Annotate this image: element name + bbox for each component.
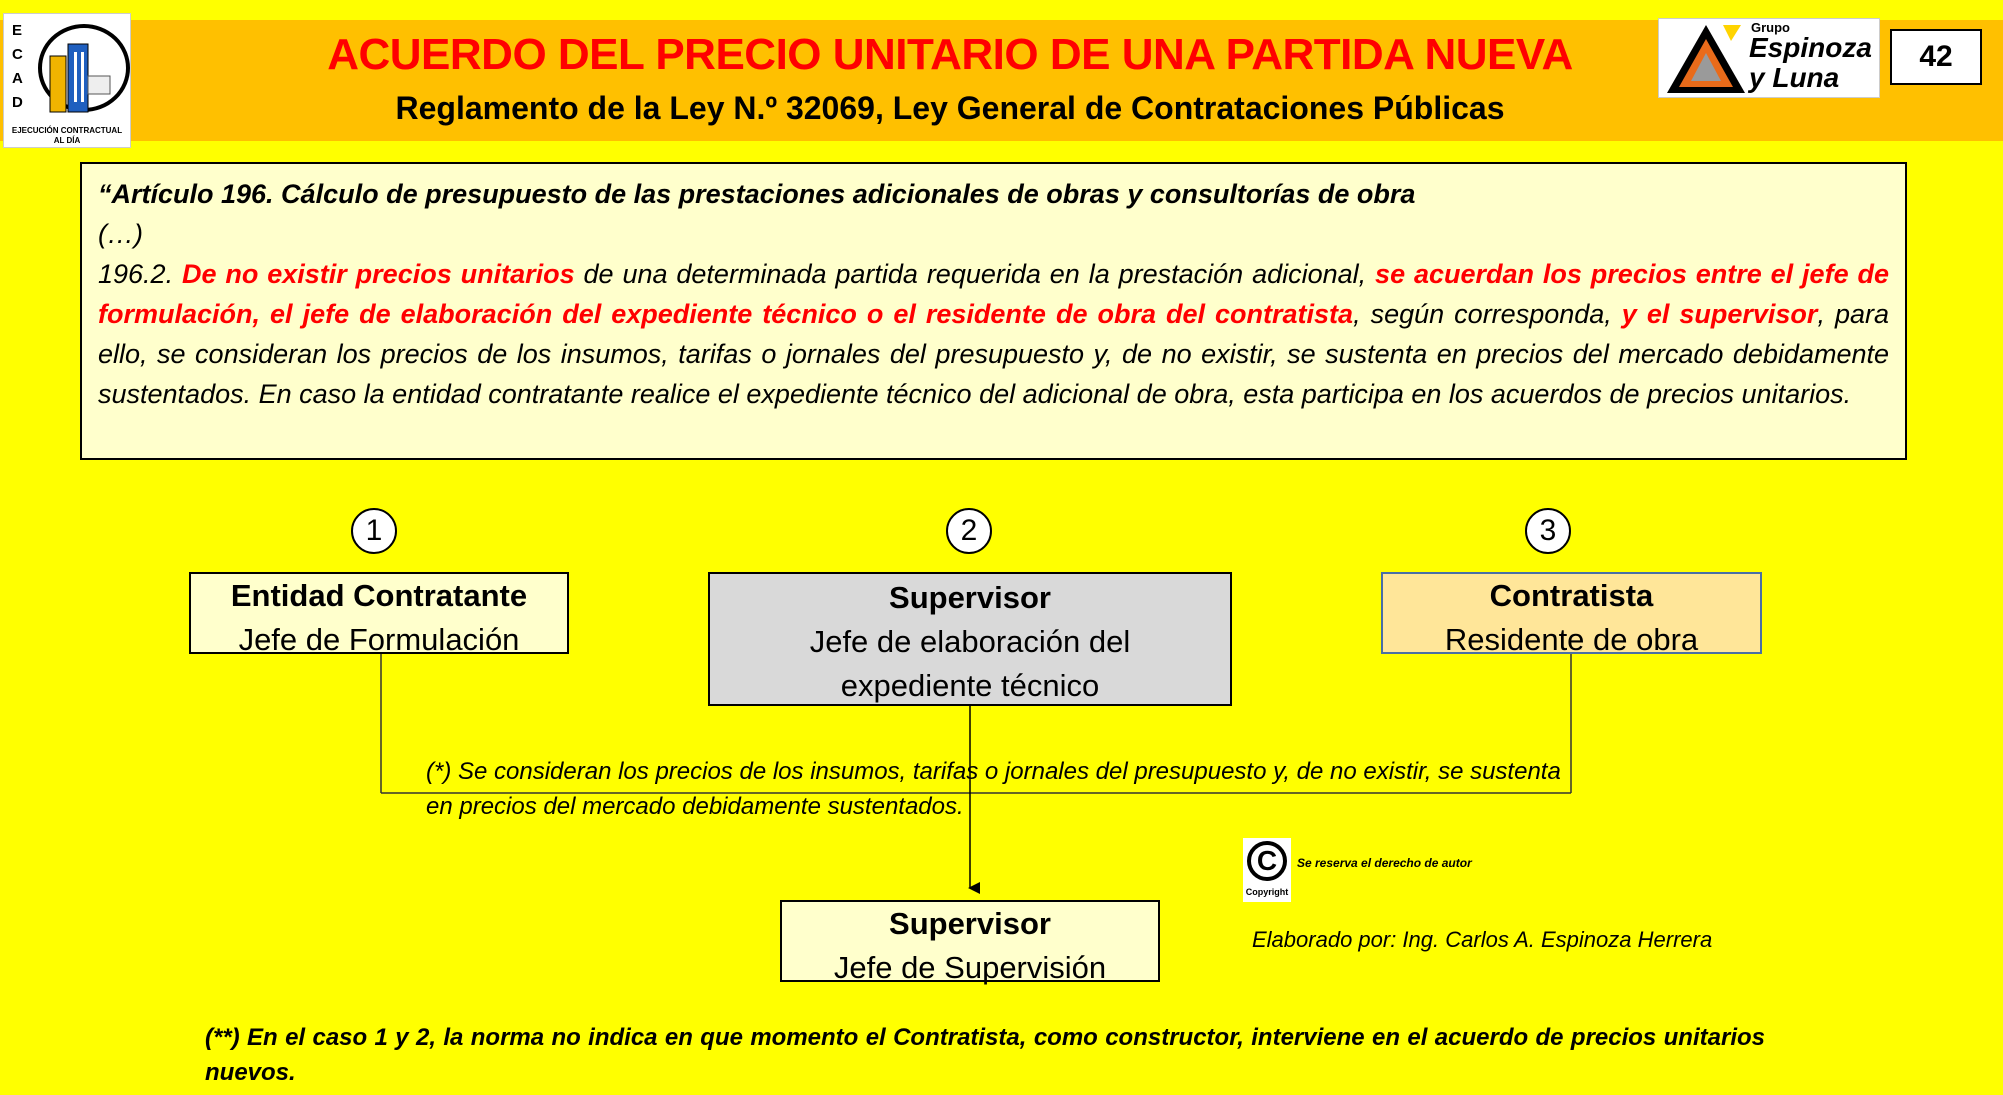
supervisor-role-line2: expediente técnico <box>840 668 1100 703</box>
highlight-supervisor: y el supervisor <box>1621 299 1818 329</box>
contratista-title: Contratista <box>1489 578 1654 613</box>
logo-grupo-text: Grupo <box>1751 20 1790 35</box>
number-circle-1: 1 <box>351 508 397 554</box>
article-heading: “Artículo 196. Cálculo de presupuesto de las prestaciones adicionales de obras y consultorías de obra <box>98 179 1416 209</box>
supervisor-title: Supervisor <box>889 580 1051 615</box>
article-paragraph: 196.2. De no existir precios unitarios de una determinada partida requerida en la prestación adicional, se acuerdan los precios entre el jefe de formulación, el jefe de elaboración del expediente técnico o el residente de obra del contratista, según corresponda, y el supervisor, para ello, se consideran los precios de los insumos, tarifas o jornales del presupuesto y, de no existir, se sustenta en precios del mercado debidamente sustentados. En caso la entidad contratante realice el expediente técnico del adicional de obra, esta participa en los acuerdos de precios unitarios. <box>98 259 1889 409</box>
ecad-caption: EJECUCIÓN CONTRACTUAL AL DÍA <box>11 126 123 145</box>
highlight-acuerdan: se acuerdan los precios entre el jefe de formulación, el jefe de elaboración del expediente técnico o el residente de obra del contratista <box>98 259 1889 329</box>
author-credit: Elaborado por: Ing. Carlos A. Espinoza Herrera <box>1252 927 1713 952</box>
entidad-contratante-box <box>189 572 569 657</box>
supervisor-role-line1: Jefe de elaboración del <box>809 624 1131 659</box>
final-supervisor-box <box>780 900 1160 985</box>
copyright-label: Copyright <box>1245 887 1289 897</box>
entidad-role: Jefe de Formulación <box>238 622 520 657</box>
article-ellipsis: (…) <box>98 219 143 249</box>
ecad-letter-a: A <box>12 70 23 87</box>
copyright-icon: C <box>1247 841 1287 881</box>
number-circle-3: 3 <box>1525 508 1571 554</box>
page-title: ACUERDO DEL PRECIO UNITARIO DE UNA PARTIDA NUEVA <box>327 30 1573 79</box>
contratista-role: Residente de obra <box>1444 622 1699 657</box>
highlight-no-precios: De no existir precios unitarios <box>181 259 575 289</box>
footnote: (**) En el caso 1 y 2, la norma no indica en que momento el Contratista, como constructor, interviene en el acuerdo de precios unitarios nuevos. <box>205 1024 1765 1086</box>
final-supervisor-title: Supervisor <box>889 906 1051 941</box>
final-supervisor-role: Jefe de Supervisión <box>833 950 1107 985</box>
contratista-box <box>1381 572 1762 657</box>
number-circle-2: 2 <box>946 508 992 554</box>
rights-notice: Se reserva el derecho de autor <box>1297 856 1472 870</box>
page-number: 42 <box>1890 29 1982 85</box>
ecad-letter-d: D <box>12 94 23 111</box>
entidad-title: Entidad Contratante <box>230 578 528 613</box>
logo-brand-line2: y Luna <box>1749 62 1840 93</box>
logo-brand-line1: Espinoza <box>1749 32 1872 63</box>
diagram-note: (*) Se consideran los precios de los insumos, tarifas o jornales del presupuesto y, de no existir, se sustenta en precios del mercado debidamente sustentados. <box>426 758 1561 820</box>
ecad-letter-c: C <box>12 46 23 63</box>
ecad-letter-e: E <box>12 22 23 39</box>
supervisor-box <box>708 572 1232 706</box>
copyright-badge <box>1243 838 1291 902</box>
page-subtitle: Reglamento de la Ley N.º 32069, Ley General de Contrataciones Públicas <box>395 90 1505 126</box>
